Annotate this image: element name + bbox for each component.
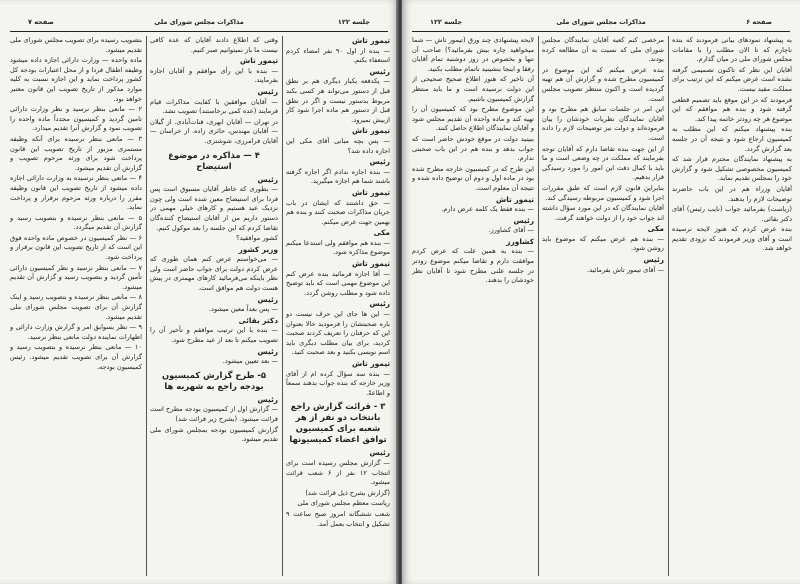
paragraph: بنابراین قانون لازم است که طبق مقررات اجرا شود و کمیسیون مربوطه رسیدگی کند.	[542, 183, 664, 202]
paragraph: بنده عرض کردم که هنوز لایحه نرسیده است و آقای وزیر فرمودند که بزودی تقدیم خواهد شد.	[672, 225, 792, 253]
paragraph: — بنده با این رأی موافقم و آقایان اجازه بفرمایند.	[150, 66, 278, 85]
speaker-name: تیمور تاش	[352, 359, 390, 368]
speaker-name: رئیس	[643, 255, 664, 265]
paragraph: کشور موافقید؟	[236, 234, 278, 243]
paragraph: — بنده از اول ۹۰ نفر امضاء کردم استعفاء بکنم.	[286, 46, 390, 65]
section-heading: ۳ - قرائت گزارش راجع بانتخاب دو نفر از هر شعبه برای کمیسیون توافق اعضاء کمیسیونها	[289, 401, 387, 445]
section-heading: ۴ — مذاکره در موضوع استیضاح	[168, 149, 260, 171]
paragraph: (گزارش بشرح ذیل قرائت شد)	[305, 488, 390, 497]
speaker-name: تیمور تاش	[352, 126, 390, 136]
paragraph: این طرح که در کمیسیون خارجه مطرح شده بود در ماده اول و دوم آن توضیح داده شده و نتیجه آن معلوم است.	[412, 164, 534, 192]
speaker-name: دکتر بقائی	[238, 315, 278, 325]
header-rule	[10, 31, 388, 32]
speaker-name: تیمور تاش	[352, 187, 390, 197]
speaker-name: رئیس	[369, 66, 390, 76]
speaker-name: رئیس	[257, 294, 278, 304]
paragraph: — حق داشتند که ایشان در باب جریان مذاکرات صحبت کنند و بنده هم بهمین جهت عرض میکنم.	[286, 198, 390, 226]
text-column	[10, 36, 142, 576]
paragraph: ریاست معظم مجلس شورای ملی	[297, 499, 390, 508]
paragraph: — بنده به همین علت که عرض کردم موافقت دارم و تقاضا میکنم موضوع زودتر در جلسه علنی مطرح شود تا آقایان نظر خودشان را بدهند.	[412, 247, 534, 285]
page-header	[412, 18, 790, 30]
text-column	[672, 36, 792, 576]
paragraph: به پیشنهاد نمودهای بیانی فرمودند که بنده ناچارم که تا الان مطلب را با مقامات مجلس شورای ملی در میان گذارم.	[672, 36, 792, 64]
speaker-name: رئیس	[257, 86, 278, 96]
speaker-name: تیمور تاش	[352, 36, 390, 45]
paragraph: این امر در جلسات سابق هم مطرح بود و آقایان نمایندگان نظریات خودشان را بیان فرموده‌اند و دولت نیز توضیحات لازم را داده است.	[542, 105, 664, 142]
speaker-name: وزیر کشور	[238, 244, 278, 254]
speaker-name: کشاورز	[506, 236, 534, 246]
paragraph: ببینید دولت در موقع خودش حاضر است که جواب بدهد و بنده هم در این باب صحبتی ندارم.	[412, 134, 534, 163]
speaker-name: رئیس	[369, 157, 390, 167]
paragraph: وقتی که اطلاع دادند آقایان که عده کافی نیست ما باز نمیتوانیم صبر کنیم.	[150, 36, 278, 54]
paragraph: ۳ — مانعی بنظر نرسیده برای آنکه وظیفه مستمری مزبور از تاریخ تصویب این قانون پرداخت شود برای ورثه مرحوم تصویب و گزارش آن تقدیم میشود.	[10, 134, 142, 172]
speaker-name: رئیس	[257, 174, 278, 184]
paragraph: شعب ششگانه امروز صبح ساعت ۹ تشکیل و انتخاب بعمل آمد.	[286, 509, 390, 528]
speaker-name: تیمور تاش	[240, 56, 278, 66]
paragraph: — آقایان موافقین با کفایت مذاکرات قیام فرمایند (عده کمی برخاستند) تصویب نشد.	[150, 97, 278, 116]
publication-title: مذاکرات مجلس شورای ملی	[556, 18, 646, 26]
paragraph: — بنده هم عرض میکنم که موضوع باید روشن شود.	[542, 234, 664, 253]
paragraph: آقایان نمایندگان که در این مورد سؤال داشته اند جواب خود را از دولت خواهند گرفت.	[542, 204, 664, 222]
paragraph: ۴ — مانعی بنظر نرسیده به وزارت دارائی اجازه داده میشود از تاریخ تصویب این قانون وظیفه مقرر را درباره ورثه مرحوم برقرار و پرداخت نماید.	[10, 174, 142, 212]
paragraph: ۱۰ — مانعی بنظر نرسیده و بتصویب رسید و گزارش آن برای تصویب تقدیم میشود. رئیس کمیسیون بودجه.	[10, 343, 142, 371]
paragraph: آقایان این نظر که تاکنون تصمیمی گرفته نشده است عرض میکنم که این ترتیب برای مملکت مفید نیست.	[672, 65, 792, 93]
section-heading: ۵- طرح گزارش کمیسیون بودجه راجع به شهریه ها	[161, 369, 267, 391]
paragraph: — بنده سه سؤال کرده ام از آقای وزیر خارجه که بنده جواب بدهند سمعاً و اطاعةً.	[286, 369, 390, 397]
paragraph: — بنده اجازه ندادم اگر اجازه گرفته باشند شما هم اجازه میگیرید.	[286, 167, 390, 186]
speaker-name: تیمور تاش	[352, 259, 390, 269]
paragraph: — گزارش مجلس رسیده است برای انتخاب ۱۲ نفر از ۶ شعب قرائت میشود.	[286, 458, 390, 487]
paragraph: — بنده با این ترتیب موافقم و تأخیر آن را تصویب میکنم تا بعد از عید مطرح شود.	[150, 326, 278, 345]
paragraph: از این جهت بنده تقاضا دارم که آقایان توجه بفرمایند که مملکت در چه وضعی است و ما باید با کمال دقت این امور را مورد رسیدگی قرار بدهیم.	[542, 144, 664, 182]
paragraph: در تهران — آقایان ابهری، قنات‌آبادی. از گیلان — آقایان مهندس، حائری زاده. از خراسان — آقایان فرامرزی، شوشتری.	[150, 117, 278, 145]
speaker-name: رئیس	[513, 215, 534, 225]
paragraph: مرخصی کنم کعبه آقایان نمایندگان مجلس شورای ملی که نسبت به آن مطالعه کرده بودند.	[542, 36, 664, 64]
paragraph: آقایان وزراء هم در این باب حاضرند توضیحات لازم را بدهند.	[672, 184, 792, 203]
text-column	[286, 36, 390, 576]
text-column	[542, 36, 664, 576]
paragraph: ۵ — مانعی بنظر نرسیده و بتصویب رسید و گزارش آن تقدیم میگردد.	[10, 213, 142, 232]
paragraph: — پس بچه مبانی آقای مکی این اجازه داده شد؟	[286, 136, 390, 155]
paragraph: ماده واحده — وزارت دارائی اجازه داده میشود وظیفه اطفال فردا و از محل اعتبارات بودجه کل کشور پرداخت نماید و این اجازه نسبت به کلیه موارد مذکور از تاریخ تصویب این قانون معتبر خواهد بود.	[10, 56, 142, 103]
speaker-name: رئیس	[257, 346, 278, 356]
session-number: جلسه ۱۲۲	[430, 18, 463, 26]
paragraph: بنده پیشنهاد میکنم که این مطلب به کمیسیون ارجاع شود و نتیجه آن در جلسه بعد گزارش گردد.	[672, 125, 792, 153]
column-divider	[668, 36, 669, 576]
paragraph: ۹ — نظر بسوابق امر و گزارش وزارت دارائی و اظهارات نماینده دولت مانعی بنظر نرسید.	[10, 323, 142, 341]
paragraph: — گزارش اول از کمیسیون بودجه مطرح است قرائت میشود. (بشرح زیر قرائت شد)	[150, 405, 278, 423]
page-header	[10, 18, 388, 30]
column-divider	[282, 36, 283, 576]
paragraph: ۲ — مانعی بنظر نرسید و نظر وزارت دارائی تامین گردید و کمیسیون مجدداً ماده واحده را تصویب نمود و گزارش آنرا تقدیم میدارد.	[10, 105, 142, 133]
text-column	[412, 36, 534, 576]
left-page	[0, 0, 398, 584]
paragraph: بنده عرض میکنم که این موضوع در کمیسیون مطرح شده و گزارش آن هم تهیه گردیده است و اکنون منتظر تصویب مجلس است.	[542, 65, 664, 103]
session-number: جلسه ۱۲۲	[337, 18, 370, 26]
speaker-name: رئیس	[369, 299, 390, 309]
paragraph: ۸ — مانعی بنظر نرسیده و بتصویب رسید و اینک گزارش آن برای تصویب مجلس شورای ملی تقدیم میشود.	[10, 293, 142, 321]
paragraph: به پیشنهاد نمایندگان محترم قرار شد که کمیسیون مخصوصی تشکیل شود و گزارش خود را بمجلس تقدیم نماید.	[672, 155, 792, 183]
speaker-name: مکی	[647, 224, 664, 234]
paragraph: — بعد تعیین میشود.	[222, 357, 278, 366]
paragraph: آن تاخیر که هنوز اطلاع صحیح صحیحی از این دولت نرسیده است و ما باید منتظر گزارش کمیسیون باشیم.	[412, 75, 534, 103]
column-divider	[146, 36, 147, 576]
speaker-name: تیمور تاش	[496, 194, 534, 204]
paragraph: — پس بعداً معین میشود.	[208, 305, 278, 314]
speaker-name: رئیس	[257, 394, 278, 404]
paragraph: گزارش کمیسیون بودجه بمجلس شورای ملی تقدیم میشود.	[150, 425, 278, 444]
paragraph: — بنده فقط یک کلمه عرض دارم.	[441, 205, 534, 214]
page-number: صفحه ۷	[28, 18, 54, 26]
paragraph: بتصویب رسیده برای تصویب مجلس شورای ملی تقدیم میشود.	[10, 36, 142, 54]
text-column	[150, 36, 278, 576]
header-rule	[412, 31, 790, 32]
paragraph: — آقا اجازه فرمائید بنده عرض کنم این موضوع مهمی است که باید توضیح داده شود و مطلب روشن گردد.	[286, 269, 390, 297]
page-number: صفحه ۶	[746, 18, 772, 26]
paragraph: — بنده هم موافقم ولی استدعا میکنم موضوع مذاکره شود.	[286, 238, 390, 257]
paragraph: ۶ — نظر کمیسیون در خصوص ماده واحده فوق این است که از تاریخ تصویب این قانون برقرار و پرداخت شود.	[10, 233, 142, 262]
paragraph: — می‌خواستم عرض کنم همان طوری که عرض کردم دولت برای جواب حاضر است ولی نظر باینکه می‌فرمائید کارهای مهمتری در پیش هست دولت هم موافق است.	[150, 255, 278, 293]
speaker-name: مکی	[373, 228, 390, 238]
paragraph: لایحه پیشنهادی چند ورق (تیمور تاش — شما میخواهید چاره بیش بفرمائید؟) صاحب آن تنها و بخصوص در روز دوشنبه تمام آقایان رفقا و اینجا بنشینید ناتمام مطلب بکنید.	[412, 36, 534, 73]
paragraph: — این ها جای این حرف نیست دو باره صحبتشان را فرمودید حالا بعنوان این که حرفتان را تعریف کردند صحبت کردید، برای بیان مطلب دیگری باید اسم نویسی بکنید و بعد صحبت کنید.	[286, 310, 390, 357]
paragraph: ۷ — مانعی بنظر نرسید و نظر کمیسیون دارائی تأمین گردید و بتصویب رسید و گزارش آن تقدیم میشود.	[10, 263, 142, 291]
column-divider	[538, 36, 539, 576]
paragraph: — یکدفعه یکبار دیگری هم بر نطق قبل از دستور می‌تواند هر کسی بکند مربوط بدستور نیست و اگر در نطق قبل از دستور هم ماده اجرا شود کار ازبیش نمیرود.	[286, 77, 390, 124]
paragraph: فرمودند که در این موقع باید تصمیم قطعی گرفته شود و بنده هم موافقم که این موضوع هر چه زودتر خاتمه پیدا کند.	[672, 95, 792, 123]
paragraph: این موضوع مطرح بود که کمیسیون آن را تهیه کند و ماده واحده آن تقدیم مجلس شود و آقایان نمایندگان اطلاع حاصل کنند.	[412, 105, 534, 133]
paragraph: (ریاست) بفرمائید جواب (نایب رئیس) آقای دکتر بقائی.	[672, 205, 792, 223]
paragraph: — آقای کشاورز.	[488, 226, 534, 235]
right-page	[402, 0, 800, 584]
paragraph: — بطوری که خاطر آقایان مسبوق است پس فردا برای استیضاح معین شده است ولی چون نزدیک عید هستیم و کارهای خیلی مهمی در دستور داریم من از آقایان استیضاح کننده‌گان تقاضا کردم که این جلسه را بعد موکول کنیم.	[150, 185, 278, 232]
speaker-name: رئیس	[369, 448, 390, 458]
publication-title: مذاکرات مجلس شورای ملی	[154, 18, 244, 26]
paragraph: — آقای تیمور تاش بفرمائید.	[587, 265, 664, 274]
